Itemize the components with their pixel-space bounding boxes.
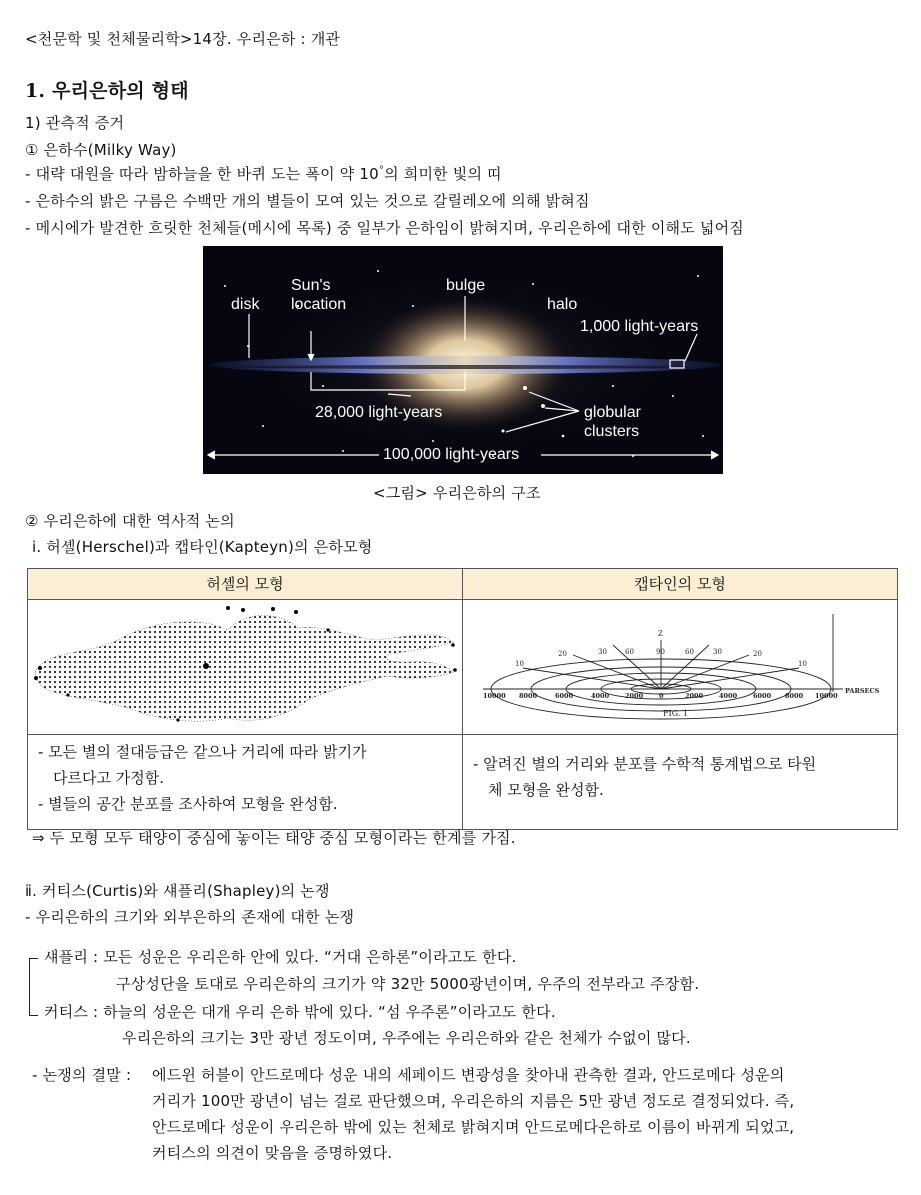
- kapteyn-x-10000l: 10000: [483, 692, 506, 700]
- kapteyn-angle-60l: 60: [625, 648, 634, 656]
- debate-result-line-3: 안드로메다 성운이 우리은하 밖에 있는 천체로 밝혀지며 안드로메다은하로 이름이 바뀌게 되었고,: [152, 1118, 795, 1136]
- label-disk: disk: [231, 296, 260, 313]
- kapteyn-unit-label: PARSECS: [845, 687, 880, 695]
- curtis-claim: 커티스 : 하늘의 성운은 대개 우리 은하 밖에 있다. “섬 우주론”이라고도 한다.: [44, 1003, 556, 1021]
- figure-caption: <그림> 우리은하의 구조: [373, 484, 541, 502]
- galaxy-structure-figure: [203, 246, 723, 474]
- item-curtis-shapley: ⅱ. 커티스(Curtis)와 섀플리(Shapley)의 논쟁: [25, 882, 330, 900]
- kapteyn-model-figure: [463, 600, 898, 735]
- shapley-claim: 섀플리 : 모든 성운은 우리은하 안에 있다. “거대 은하론”이라고도 한다.: [44, 948, 517, 966]
- kapteyn-x-2000l: 2000: [625, 692, 644, 700]
- label-100000-ly: 100,000 light-years: [383, 446, 520, 463]
- kapteyn-angle-30r: 30: [713, 648, 722, 656]
- kapteyn-model-drawing: [463, 600, 897, 730]
- header-herschel: 허셸의 모형: [28, 569, 463, 600]
- label-bulge: bulge: [446, 277, 486, 294]
- herschel-model-drawing: [28, 600, 462, 730]
- kapteyn-x-0: 0: [659, 692, 664, 700]
- label-halo: halo: [547, 296, 578, 313]
- herschel-desc-line-1: - 모든 별의 절대등급은 같으나 거리에 따라 밝기가: [38, 743, 367, 761]
- label-suns-1: Sun's: [291, 277, 331, 294]
- header-kapteyn: 캡타인의 모형: [463, 569, 898, 600]
- label-globular-1: globular: [584, 404, 641, 421]
- debate-result-label: - 논쟁의 결말 :: [32, 1066, 132, 1084]
- item-herschel-kapteyn: ⅰ. 허셸(Herschel)과 캡타인(Kapteyn)의 은하모형: [32, 538, 373, 556]
- debate-result-line-4: 커티스의 의견이 맞음을 증명하였다.: [152, 1144, 393, 1162]
- kapteyn-description: [463, 735, 898, 830]
- kapteyn-x-6000r: 6000: [753, 692, 772, 700]
- kapteyn-z-label: Z: [658, 630, 663, 638]
- kapteyn-x-4000l: 4000: [591, 692, 610, 700]
- kapteyn-desc-line-1: - 알려진 별의 거리와 분포를 수학적 통계법으로 타원: [473, 755, 817, 773]
- debate-result-line-1: 에드윈 허블이 안드로메다 성운 내의 세페이드 변광성을 찾아내 관측한 결과, 안드로메다 성운의: [152, 1066, 785, 1084]
- debate-result-line-2: 거리가 100만 광년이 넘는 걸로 판단했으며, 우리은하의 지름은 5만 광년 정도로 결정되었다. 즉,: [152, 1092, 795, 1110]
- kapteyn-desc-line-2: 체 모형을 완성함.: [488, 781, 604, 799]
- kapteyn-angle-10l: 10: [515, 660, 524, 668]
- label-28000-ly: 28,000 light-years: [315, 404, 443, 421]
- kapteyn-angle-10r: 10: [798, 660, 807, 668]
- document-header: <천문학 및 천체물리학>14장. 우리은하 : 개관: [25, 30, 341, 48]
- kapteyn-angle-90: 90: [656, 648, 665, 656]
- subsection-observational-evidence: 1) 관측적 증거: [25, 114, 125, 132]
- kapteyn-x-2000r: 2000: [685, 692, 704, 700]
- curtis-detail: 우리은하의 크기는 3만 광년 정도이며, 우주에는 우리은하와 같은 천체가 수없이 많다.: [122, 1029, 691, 1047]
- herschel-desc-line-3: - 별들의 공간 분포를 조사하여 모형을 완성함.: [38, 795, 338, 813]
- item-milky-way-title: ① 은하수(Milky Way): [25, 141, 177, 159]
- bullet-galileo: - 은하수의 밝은 구름은 수백만 개의 별들이 모여 있는 것으로 갈릴레오에 의해 밝혀짐: [25, 192, 590, 210]
- kapteyn-x-6000l: 6000: [555, 692, 574, 700]
- kapteyn-x-10000r: 10000: [815, 692, 838, 700]
- section-title: 1. 우리은하의 형태: [25, 80, 189, 102]
- herschel-model-figure: [28, 600, 463, 735]
- kapteyn-x-4000r: 4000: [719, 692, 738, 700]
- item-historical-title: ② 우리은하에 대한 역사적 논의: [25, 512, 235, 530]
- table-conclusion: ⇒ 두 모형 모두 태양이 중심에 놓이는 태양 중심 모형이라는 한계를 가짐.: [32, 829, 516, 847]
- shapley-detail: 구상성단을 토대로 우리은하의 크기가 약 32만 5000광년이며, 우주의 전부라고 주장함.: [116, 975, 700, 993]
- herschel-description: [28, 735, 463, 830]
- label-globular-2: clusters: [584, 423, 640, 440]
- kapteyn-angle-20r: 20: [753, 650, 762, 658]
- kapteyn-fig-label: FIG. 1: [663, 709, 688, 718]
- model-comparison-table: [27, 568, 898, 830]
- debate-topic: - 우리은하의 크기와 외부은하의 존재에 대한 논쟁: [25, 908, 355, 926]
- kapteyn-x-8000l: 8000: [519, 692, 538, 700]
- label-1000-ly: 1,000 light-years: [580, 318, 699, 335]
- label-suns-2: location: [291, 296, 347, 313]
- kapteyn-angle-60r: 60: [685, 648, 694, 656]
- bullet-milky-way-band: - 대략 대원을 따라 밤하늘을 한 바퀴 도는 폭이 약 10°의 희미한 빛의 띠: [25, 165, 502, 183]
- debate-bracket: [29, 958, 38, 1016]
- herschel-desc-line-2: 다르다고 가정함.: [53, 769, 164, 787]
- kapteyn-angle-30l: 30: [598, 648, 607, 656]
- kapteyn-angle-20l: 20: [558, 650, 567, 658]
- kapteyn-x-8000r: 8000: [785, 692, 804, 700]
- bullet-messier: - 메시에가 발견한 흐릿한 천체들(메시에 목록) 중 일부가 은하임이 밝혀지며, 우리은하에 대한 이해도 넓어짐: [25, 219, 744, 237]
